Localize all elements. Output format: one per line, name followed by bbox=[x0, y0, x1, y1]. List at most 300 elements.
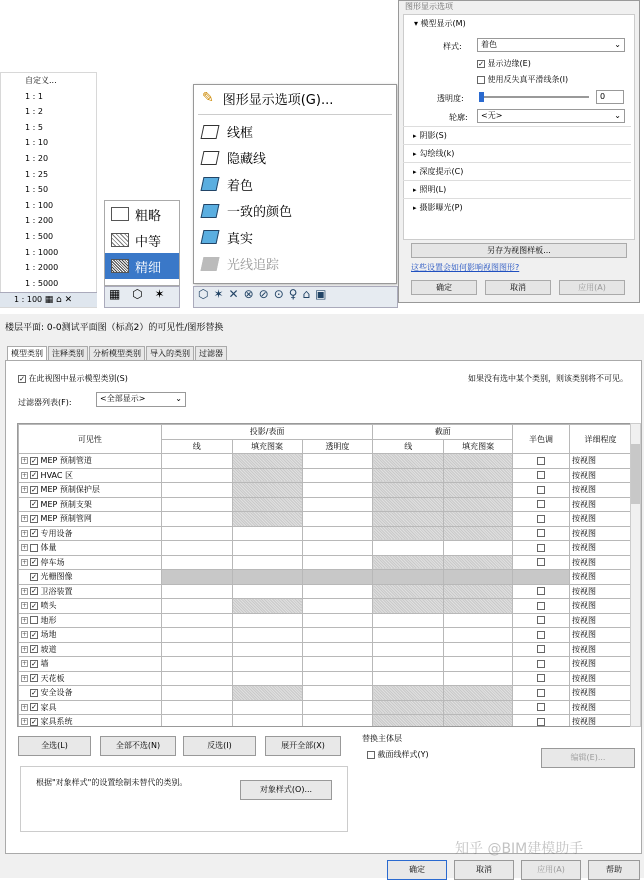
halftone-cell[interactable] bbox=[513, 599, 570, 614]
table-row[interactable] bbox=[19, 541, 632, 556]
table-row[interactable] bbox=[19, 584, 632, 599]
table-row[interactable] bbox=[19, 570, 632, 585]
transparency-cell[interactable] bbox=[302, 512, 373, 527]
transparency-cell[interactable] bbox=[302, 613, 373, 628]
cut-line-cell[interactable] bbox=[373, 671, 444, 686]
category-checkbox[interactable]: ✓ bbox=[31, 529, 37, 538]
category-checkbox[interactable]: ✓ bbox=[31, 485, 37, 494]
cut-line-styles-checkbox[interactable] bbox=[367, 751, 375, 759]
host-layers-label: 替换主体层 bbox=[362, 734, 402, 743]
table-row[interactable] bbox=[19, 454, 632, 469]
row-name-cell[interactable]: + ✓ 坡道 bbox=[19, 642, 162, 657]
cut-line-cell[interactable] bbox=[373, 686, 444, 701]
halftone-cell[interactable] bbox=[513, 671, 570, 686]
detail-cell[interactable]: 按视图 bbox=[569, 686, 631, 701]
expand-icon[interactable]: + bbox=[22, 660, 28, 668]
proj-fill-cell[interactable] bbox=[232, 541, 302, 556]
table-row[interactable] bbox=[19, 642, 632, 657]
cut-line-cell[interactable] bbox=[373, 483, 444, 498]
proj-line-cell[interactable] bbox=[161, 454, 232, 469]
expand-icon[interactable]: + bbox=[22, 645, 28, 653]
row-name-cell[interactable]: + ✓ 喷头 bbox=[19, 599, 162, 614]
halftone-cell[interactable] bbox=[513, 541, 570, 556]
proj-fill-cell[interactable] bbox=[232, 483, 302, 498]
section-header[interactable]: ▸ 勾绘线(k) bbox=[403, 144, 631, 162]
proj-line-cell[interactable] bbox=[161, 657, 232, 672]
detail-cell[interactable]: 按视图 bbox=[569, 468, 631, 483]
table-row[interactable] bbox=[19, 555, 632, 570]
expand-icon[interactable]: + bbox=[22, 515, 28, 523]
table-row[interactable] bbox=[19, 671, 632, 686]
category-checkbox[interactable]: ✓ bbox=[31, 601, 37, 610]
halftone-cell[interactable] bbox=[513, 454, 570, 469]
transparency-cell[interactable] bbox=[302, 657, 373, 672]
halftone-checkbox[interactable] bbox=[537, 457, 545, 465]
detail-cell[interactable]: 按视图 bbox=[569, 570, 631, 585]
proj-fill-cell[interactable] bbox=[232, 555, 302, 570]
proj-line-cell[interactable] bbox=[161, 671, 232, 686]
cut-fill-cell[interactable] bbox=[444, 671, 513, 686]
cut-fill-cell[interactable] bbox=[444, 512, 513, 527]
category-checkbox[interactable]: ✓ bbox=[31, 688, 37, 697]
expand-icon[interactable]: + bbox=[22, 457, 28, 465]
proj-fill-cell[interactable] bbox=[232, 642, 302, 657]
halftone-cell[interactable] bbox=[513, 584, 570, 599]
proj-line-cell[interactable] bbox=[161, 468, 232, 483]
row-name-cell[interactable]: + ✓ HVAC 区 bbox=[19, 468, 162, 483]
table-row[interactable] bbox=[19, 613, 632, 628]
separator bbox=[198, 114, 392, 115]
row-name-cell[interactable]: + ✓ 专用设备 bbox=[19, 526, 162, 541]
transparency-cell[interactable] bbox=[302, 468, 373, 483]
halftone-checkbox[interactable] bbox=[537, 529, 545, 537]
proj-line-cell[interactable] bbox=[161, 613, 232, 628]
category-checkbox[interactable]: ✓ bbox=[31, 674, 37, 683]
row-name-cell[interactable]: + 体量 bbox=[19, 541, 162, 556]
expand-icon[interactable]: + bbox=[22, 529, 28, 537]
cut-fill-cell[interactable] bbox=[444, 642, 513, 657]
proj-fill-cell[interactable] bbox=[232, 599, 302, 614]
halftone-cell[interactable] bbox=[513, 613, 570, 628]
pencil-icon: ✎ bbox=[202, 90, 214, 107]
cut-fill-cell[interactable] bbox=[444, 483, 513, 498]
tab[interactable]: 模型类别 bbox=[7, 346, 47, 360]
detail-cell[interactable]: 按视图 bbox=[569, 642, 631, 657]
cut-fill-cell[interactable] bbox=[444, 497, 513, 512]
scale-item[interactable]: 1 : 1 bbox=[25, 91, 43, 101]
consistent-colors-item[interactable]: 一致的颜色 bbox=[194, 198, 396, 224]
cut-fill-cell[interactable] bbox=[444, 555, 513, 570]
cut-line-cell[interactable] bbox=[373, 715, 444, 728]
cut-line-cell[interactable] bbox=[373, 555, 444, 570]
expand-icon[interactable]: + bbox=[22, 486, 28, 494]
scale-item[interactable]: 1 : 20 bbox=[25, 153, 49, 163]
scale-item[interactable]: 1 : 2 bbox=[25, 107, 43, 117]
cut-fill-cell[interactable] bbox=[444, 657, 513, 672]
halftone-checkbox[interactable] bbox=[537, 616, 545, 624]
proj-fill-cell[interactable] bbox=[232, 570, 302, 585]
proj-line-cell[interactable] bbox=[161, 512, 232, 527]
proj-line-cell[interactable] bbox=[161, 483, 232, 498]
cut-line-cell[interactable] bbox=[373, 599, 444, 614]
detail-medium[interactable]: 中等 bbox=[105, 227, 179, 253]
go-cancel-button[interactable]: 取消 bbox=[485, 280, 551, 295]
detail-cell[interactable]: 按视图 bbox=[569, 599, 631, 614]
table-row[interactable] bbox=[19, 628, 632, 643]
proj-fill-cell[interactable] bbox=[232, 628, 302, 643]
section-header[interactable]: ▸ 摄影曝光(P) bbox=[403, 198, 631, 216]
cut-line-cell[interactable] bbox=[373, 657, 444, 672]
go-ok-button[interactable]: 确定 bbox=[411, 280, 477, 295]
tab[interactable]: 过滤器 bbox=[195, 346, 227, 360]
transparency-cell[interactable] bbox=[302, 642, 373, 657]
scale-item[interactable]: 1 : 200 bbox=[25, 216, 54, 226]
proj-fill-cell[interactable] bbox=[232, 671, 302, 686]
row-name-cell[interactable]: + ✓ 天花板 bbox=[19, 671, 162, 686]
section-header[interactable]: ▸ 照明(L) bbox=[403, 180, 631, 198]
detail-cell[interactable]: 按视图 bbox=[569, 671, 631, 686]
cut-line-cell[interactable] bbox=[373, 570, 444, 585]
visibility-note: 如果没有选中某个类别，则该类别将不可见。 bbox=[468, 374, 628, 383]
wireframe-item[interactable]: 线框 bbox=[194, 118, 396, 144]
cancel-button[interactable]: 取消 bbox=[454, 860, 514, 880]
style-select[interactable]: 着色 ⌄ bbox=[477, 38, 625, 52]
row-name-cell[interactable]: + ✓ 墙 bbox=[19, 657, 162, 672]
cut-line-cell[interactable] bbox=[373, 468, 444, 483]
category-checkbox[interactable]: ✓ bbox=[31, 717, 37, 726]
halftone-checkbox[interactable] bbox=[537, 587, 545, 595]
halftone-cell[interactable] bbox=[513, 570, 570, 585]
apply-button[interactable]: 应用(A) bbox=[521, 860, 581, 880]
proj-line-cell[interactable] bbox=[161, 541, 232, 556]
ok-button[interactable]: 确定 bbox=[387, 860, 447, 880]
proj-line-cell[interactable] bbox=[161, 628, 232, 643]
row-name-cell[interactable]: + ✓ 场地 bbox=[19, 628, 162, 643]
row-name-cell[interactable]: + ✓ 卫浴装置 bbox=[19, 584, 162, 599]
expand-icon[interactable]: + bbox=[22, 471, 28, 479]
category-checkbox[interactable]: ✓ bbox=[31, 456, 37, 465]
table-row[interactable] bbox=[19, 686, 632, 701]
detail-coarse[interactable]: 粗略 bbox=[105, 201, 179, 227]
table-row[interactable] bbox=[19, 512, 632, 527]
scale-status[interactable]: 1 : 100 ▦ ⌂ ✕ bbox=[0, 292, 97, 307]
halftone-checkbox[interactable] bbox=[537, 558, 545, 566]
halftone-checkbox[interactable] bbox=[537, 645, 545, 653]
halftone-cell[interactable] bbox=[513, 468, 570, 483]
scale-item[interactable]: 1 : 2000 bbox=[25, 263, 59, 273]
row-name-cell[interactable]: + ✓ MEP 预制保护层 bbox=[19, 483, 162, 498]
transparency-cell[interactable] bbox=[302, 555, 373, 570]
proj-line-cell[interactable] bbox=[161, 642, 232, 657]
proj-line-cell[interactable] bbox=[161, 599, 232, 614]
transparency-cell[interactable] bbox=[302, 599, 373, 614]
cut-line-cell[interactable] bbox=[373, 700, 444, 715]
scale-item[interactable]: 1 : 100 bbox=[25, 200, 54, 210]
row-name-cell[interactable]: ✓ 光栅图像 bbox=[19, 570, 162, 585]
proj-fill-cell[interactable] bbox=[232, 715, 302, 728]
model-display-section[interactable]: ▾ 模型显示(M) bbox=[414, 19, 466, 28]
cut-line-cell[interactable] bbox=[373, 642, 444, 657]
col-cut-fill: 填充图案 bbox=[444, 439, 513, 454]
expand-icon[interactable]: + bbox=[22, 674, 28, 682]
detail-fine[interactable]: 精细 bbox=[105, 253, 179, 279]
transparency-cell[interactable] bbox=[302, 497, 373, 512]
proj-line-cell[interactable] bbox=[161, 700, 232, 715]
section-header[interactable]: ▸ 阴影(S) bbox=[403, 126, 631, 144]
proj-line-cell[interactable] bbox=[161, 570, 232, 585]
cut-fill-cell[interactable] bbox=[444, 541, 513, 556]
transparency-cell[interactable] bbox=[302, 541, 373, 556]
cut-line-cell[interactable] bbox=[373, 541, 444, 556]
shaded-icon bbox=[201, 177, 220, 191]
expand-icon[interactable]: + bbox=[22, 718, 28, 726]
table-row[interactable] bbox=[19, 526, 632, 541]
scale-item[interactable]: 1 : 10 bbox=[25, 138, 49, 148]
expand-icon[interactable]: + bbox=[22, 616, 28, 624]
cut-fill-cell[interactable] bbox=[444, 613, 513, 628]
scale-item[interactable]: 1 : 5000 bbox=[25, 278, 59, 288]
halftone-checkbox[interactable] bbox=[537, 471, 545, 479]
detail-cell[interactable]: 按视图 bbox=[569, 512, 631, 527]
transparency-cell[interactable] bbox=[302, 570, 373, 585]
halftone-cell[interactable] bbox=[513, 526, 570, 541]
row-name-cell[interactable]: + ✓ MEP 预制管道 bbox=[19, 454, 162, 469]
detail-cell[interactable]: 按视图 bbox=[569, 715, 631, 728]
halftone-checkbox[interactable] bbox=[537, 486, 545, 494]
category-checkbox[interactable]: ✓ bbox=[31, 630, 37, 639]
detail-cell[interactable]: 按视图 bbox=[569, 483, 631, 498]
proj-fill-cell[interactable] bbox=[232, 468, 302, 483]
cut-line-cell[interactable] bbox=[373, 512, 444, 527]
grid-scrollbar[interactable] bbox=[630, 423, 641, 727]
cut-line-cell[interactable] bbox=[373, 526, 444, 541]
scale-item[interactable]: 1 : 1000 bbox=[25, 247, 59, 257]
cut-line-cell[interactable] bbox=[373, 628, 444, 643]
category-checkbox[interactable] bbox=[30, 616, 38, 624]
proj-line-cell[interactable] bbox=[161, 555, 232, 570]
graphics-options-item[interactable]: ✎ 图形显示选项(G)... bbox=[202, 90, 334, 108]
cut-fill-cell[interactable] bbox=[444, 700, 513, 715]
tab[interactable]: 分析模型类别 bbox=[89, 346, 145, 360]
select-all-button[interactable]: 全选(L) bbox=[18, 736, 91, 756]
row-name-cell[interactable]: ✓ 安全设备 bbox=[19, 686, 162, 701]
category-checkbox[interactable] bbox=[30, 544, 38, 552]
table-row[interactable] bbox=[19, 497, 632, 512]
scale-item[interactable]: 1 : 500 bbox=[25, 231, 54, 241]
category-checkbox[interactable]: ✓ bbox=[31, 703, 37, 712]
realistic-item[interactable]: 真实 bbox=[194, 224, 396, 250]
halftone-checkbox[interactable] bbox=[537, 544, 545, 552]
expand-icon[interactable]: + bbox=[22, 602, 28, 610]
table-row[interactable] bbox=[19, 715, 632, 728]
shaded-item[interactable]: 着色 bbox=[194, 171, 396, 197]
halftone-cell[interactable] bbox=[513, 628, 570, 643]
cut-line-cell[interactable] bbox=[373, 584, 444, 599]
go-apply-button[interactable]: 应用(A) bbox=[559, 280, 625, 295]
table-row[interactable] bbox=[19, 483, 632, 498]
expand-icon[interactable]: + bbox=[22, 587, 28, 595]
halftone-checkbox[interactable] bbox=[537, 660, 545, 668]
current-scale[interactable]: 1 : 100 bbox=[14, 295, 43, 304]
expand-icon[interactable]: + bbox=[22, 558, 28, 566]
cut-fill-cell[interactable] bbox=[444, 599, 513, 614]
category-checkbox[interactable]: ✓ bbox=[31, 514, 37, 523]
halftone-cell[interactable] bbox=[513, 483, 570, 498]
transparency-cell[interactable] bbox=[302, 715, 373, 728]
proj-fill-cell[interactable] bbox=[232, 526, 302, 541]
proj-fill-cell[interactable] bbox=[232, 686, 302, 701]
proj-line-cell[interactable] bbox=[161, 715, 232, 728]
detail-cell[interactable]: 按视图 bbox=[569, 700, 631, 715]
halftone-checkbox[interactable] bbox=[537, 689, 545, 697]
proj-line-cell[interactable] bbox=[161, 497, 232, 512]
halftone-cell[interactable] bbox=[513, 657, 570, 672]
transparency-cell[interactable] bbox=[302, 454, 373, 469]
row-name-cell[interactable]: + ✓ MEP 预制管网 bbox=[19, 512, 162, 527]
cut-fill-cell[interactable] bbox=[444, 628, 513, 643]
transparency-cell[interactable] bbox=[302, 686, 373, 701]
detail-cell[interactable]: 按视图 bbox=[569, 657, 631, 672]
halftone-cell[interactable] bbox=[513, 686, 570, 701]
category-checkbox[interactable]: ✓ bbox=[31, 558, 37, 567]
scale-item[interactable]: 自定义... bbox=[25, 76, 57, 85]
halftone-cell[interactable] bbox=[513, 700, 570, 715]
proj-fill-cell[interactable] bbox=[232, 454, 302, 469]
transparency-slider[interactable] bbox=[479, 96, 589, 98]
detail-cell[interactable]: 按视图 bbox=[569, 526, 631, 541]
detail-cell[interactable]: 按视图 bbox=[569, 613, 631, 628]
expand-all-button[interactable]: 展开全部(X) bbox=[265, 736, 341, 756]
antialias-option[interactable]: 使用反失真平滑线条(I) bbox=[477, 74, 568, 85]
halftone-checkbox[interactable] bbox=[537, 718, 545, 726]
show-model-categories-checkbox[interactable]: ✓ bbox=[19, 374, 25, 383]
cut-line-cell[interactable] bbox=[373, 454, 444, 469]
proj-fill-cell[interactable] bbox=[232, 613, 302, 628]
proj-fill-cell[interactable] bbox=[232, 657, 302, 672]
scale-item[interactable]: 1 : 5 bbox=[25, 122, 43, 132]
silhouette-select[interactable]: <无> ⌄ bbox=[477, 109, 625, 123]
transparency-cell[interactable] bbox=[302, 700, 373, 715]
detail-cell[interactable]: 按视图 bbox=[569, 555, 631, 570]
tab[interactable]: 注释类别 bbox=[48, 346, 88, 360]
category-checkbox[interactable]: ✓ bbox=[31, 500, 37, 509]
halftone-checkbox[interactable] bbox=[537, 703, 545, 711]
proj-line-cell[interactable] bbox=[161, 686, 232, 701]
row-name-cell[interactable]: + ✓ 家具 bbox=[19, 700, 162, 715]
help-link[interactable]: 这些设置会如何影响视图图形? bbox=[411, 263, 520, 272]
transparency-cell[interactable] bbox=[302, 584, 373, 599]
proj-line-cell[interactable] bbox=[161, 526, 232, 541]
invert-button[interactable]: 反选(I) bbox=[183, 736, 256, 756]
category-checkbox[interactable]: ✓ bbox=[31, 645, 37, 654]
transparency-label: 透明度: bbox=[437, 94, 464, 103]
category-checkbox[interactable]: ✓ bbox=[31, 587, 37, 596]
halftone-cell[interactable] bbox=[513, 497, 570, 512]
halftone-checkbox[interactable] bbox=[537, 674, 545, 682]
row-name-cell[interactable]: ✓ MEP 预制支架 bbox=[19, 497, 162, 512]
show-model-categories[interactable]: ✓ 在此视图中显示模型类别(S) bbox=[19, 374, 128, 383]
expand-icon[interactable]: + bbox=[22, 544, 28, 552]
cut-fill-cell[interactable] bbox=[444, 526, 513, 541]
antialias-checkbox[interactable] bbox=[477, 76, 485, 84]
halftone-cell[interactable] bbox=[513, 715, 570, 728]
expand-icon[interactable]: + bbox=[22, 631, 28, 639]
cut-fill-cell[interactable] bbox=[444, 715, 513, 728]
expand-icon[interactable]: + bbox=[22, 703, 28, 711]
table-row[interactable] bbox=[19, 700, 632, 715]
tab[interactable]: 导入的类别 bbox=[146, 346, 194, 360]
hidden-line-item[interactable]: 隐藏线 bbox=[194, 145, 396, 171]
proj-line-cell[interactable] bbox=[161, 584, 232, 599]
detail-cell[interactable]: 按视图 bbox=[569, 497, 631, 512]
proj-fill-cell[interactable] bbox=[232, 584, 302, 599]
detail-cell[interactable]: 按视图 bbox=[569, 584, 631, 599]
cut-fill-cell[interactable] bbox=[444, 454, 513, 469]
cut-line-styles-option[interactable]: 截面线样式(Y) bbox=[367, 749, 429, 760]
cut-line-cell[interactable] bbox=[373, 613, 444, 628]
halftone-cell[interactable] bbox=[513, 512, 570, 527]
scale-item[interactable]: 1 : 25 bbox=[25, 169, 49, 179]
table-row[interactable] bbox=[19, 657, 632, 672]
table-row[interactable] bbox=[19, 468, 632, 483]
save-template-button[interactable]: 另存为视图样板... bbox=[411, 243, 627, 258]
cut-fill-cell[interactable] bbox=[444, 570, 513, 585]
section-header[interactable]: ▸ 深度提示(C) bbox=[403, 162, 631, 180]
cut-fill-cell[interactable] bbox=[444, 468, 513, 483]
row-name-cell[interactable]: + ✓ 停车场 bbox=[19, 555, 162, 570]
transparency-cell[interactable] bbox=[302, 526, 373, 541]
halftone-checkbox[interactable] bbox=[537, 500, 545, 508]
halftone-checkbox[interactable] bbox=[537, 515, 545, 523]
category-checkbox[interactable]: ✓ bbox=[31, 572, 37, 581]
proj-fill-cell[interactable] bbox=[232, 512, 302, 527]
object-styles-button[interactable]: 对象样式(O)... bbox=[240, 780, 332, 800]
show-edges-option[interactable]: ✓ 显示边缘(E) bbox=[478, 59, 531, 68]
row-name-cell[interactable]: + ✓ 家具系统 bbox=[19, 715, 162, 728]
col-proj-line: 线 bbox=[161, 439, 232, 454]
table-row[interactable] bbox=[19, 599, 632, 614]
halftone-checkbox[interactable] bbox=[537, 631, 545, 639]
row-name-cell[interactable]: + 地形 bbox=[19, 613, 162, 628]
transparency-cell[interactable] bbox=[302, 628, 373, 643]
transparency-input[interactable]: 0 bbox=[596, 90, 624, 104]
cut-fill-cell[interactable] bbox=[444, 584, 513, 599]
detail-level-menu bbox=[104, 200, 180, 286]
category-checkbox[interactable]: ✓ bbox=[31, 471, 37, 480]
transparency-cell[interactable] bbox=[302, 483, 373, 498]
cut-line-cell[interactable] bbox=[373, 497, 444, 512]
proj-fill-cell[interactable] bbox=[232, 700, 302, 715]
help-button[interactable]: 帮助 bbox=[588, 860, 640, 880]
detail-cell[interactable]: 按视图 bbox=[569, 628, 631, 643]
cut-fill-cell[interactable] bbox=[444, 686, 513, 701]
category-checkbox[interactable]: ✓ bbox=[31, 659, 37, 668]
halftone-cell[interactable] bbox=[513, 555, 570, 570]
filter-select[interactable]: <全部显示> ⌄ bbox=[96, 392, 186, 407]
transparency-cell[interactable] bbox=[302, 671, 373, 686]
scale-item[interactable]: 1 : 50 bbox=[25, 185, 49, 195]
show-edges-checkbox[interactable]: ✓ bbox=[478, 59, 484, 68]
view-control-strip-left: ▦ ⬡ ✶ bbox=[104, 286, 180, 308]
select-none-button[interactable]: 全部不选(N) bbox=[100, 736, 176, 756]
edit-button[interactable]: 编辑(E)... bbox=[541, 748, 635, 768]
detail-cell[interactable]: 按视图 bbox=[569, 541, 631, 556]
halftone-checkbox[interactable] bbox=[537, 602, 545, 610]
detail-cell[interactable]: 按视图 bbox=[569, 454, 631, 469]
halftone-cell[interactable] bbox=[513, 642, 570, 657]
proj-fill-cell[interactable] bbox=[232, 497, 302, 512]
filter-label: 过滤器列表(F): bbox=[18, 398, 72, 407]
